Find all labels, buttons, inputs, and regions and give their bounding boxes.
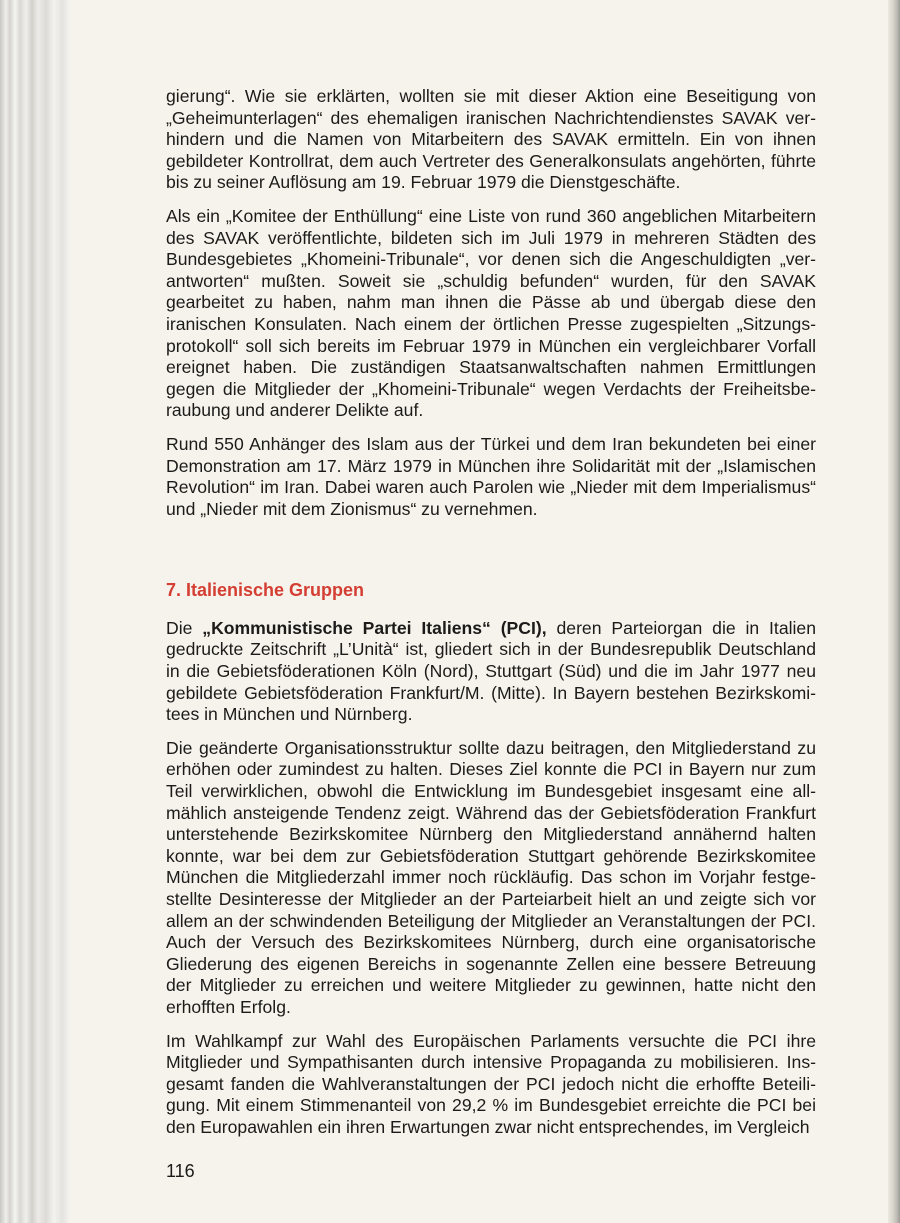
paragraph-pci-organisation xyxy=(166,618,816,726)
page-number: 116 xyxy=(166,1161,195,1181)
page-body xyxy=(166,86,816,1139)
page-right-edge xyxy=(888,0,900,1223)
paragraph-pci-membership: Die geänderte Organisationsstruktur sollte dazu beitragen, den Mitgliederstand zu erhöhen oder zumindest zu halten. Dieses Ziel konnte die PCI in Bayern nur zum Teil verwirklichen, obwohl die Entwicklung im Bundesgebiet insgesamt eine allmählich ansteigende Tendenz zeigt. Während das der Gebietsföderation Frankfurt unterstehende Bezirkskomitee Nürnberg den Mitgliederstand annähernd halten konnte, war bei dem zur Gebietsföderation Stuttgart gehörende Bezirkskomitee München die Mitgliederzahl immer noch rückläufig. Das schon im Vorjahr festgestellte Desinteresse der Mitglieder an der Parteiarbeit hielt an und zeigte sich vor allem an der schwindenden Beteiligung der Mitglieder an Veranstaltungen der PCI. Auch der Versuch des Bezirkskomitees Nürnberg, durch eine organisatorische Gliederung des eigenen Bereichs in sogenannte Zellen eine bessere Betreuung der Mitglieder zu erreichen und weitere Mitglieder zu gewinnen, hatte nicht den erhofften Erfolg. xyxy=(166,737,816,1017)
paragraph-khomeini-tribunals: Als ein „Komitee der Enthüllung“ eine Liste von rund 360 angeblichen Mitarbeitern des SAVAK veröffentlichte, bildeten sich im Juli 1979 in mehreren Städten des Bundesgebietes „Khomeini-Tribunale“, vor denen sich die Angeschuldigten „verantworten“ mußten. Soweit sie „schuldig befunden“ wurden, für den SAVAK gearbeitet zu haben, nahm man ihnen die Pässe ab und übergab diese den iranischen Konsulaten. Nach einem der örtlichen Presse zugespielten „Sitzungsprotokoll“ soll sich bereits im Februar 1979 in München ein vergleichbarer Vorfall ereignet haben. Die zuständigen Staatsanwaltschaften nahmen Ermittlungen gegen die Mitglieder der „Khomeini-Tribunale“ wegen Verdachts der Freiheitsberaubung und anderer Delikte auf. xyxy=(166,205,816,421)
paragraph-munich-demonstration: Rund 550 Anhänger des Islam aus der Türkei und dem Iran bekundeten bei einer Demonstration am 17. März 1979 in München ihre Solidarität mit der „Islamischen Revolution“ im Iran. Dabei waren auch Parolen wie „Nieder mit dem Imperialismus“ und „Nieder mit dem Zionismus“ zu vernehmen. xyxy=(166,433,816,519)
pci-party-name: „Kommunistische Partei Italiens“ (PCI), xyxy=(202,617,547,638)
book-binding-edge xyxy=(0,0,70,1223)
pci-organisation-text: deren Parteiorgan die in Italien gedruckte Zeitschrift „L’Unità“ ist, gliedert sich in der Bundesrepublik Deutschland in die Gebietsföderationen Köln (Nord), Stuttgart (Süd) und die im Jahr 1977 neu gebildete Gebietsföderation Frankfurt/M. (Mitte). In Bayern bestehen Bezirkskomitees in München und Nürnberg. xyxy=(166,617,816,725)
paragraph-savak-control-council: gierung“. Wie sie erklärten, wollten sie mit dieser Aktion eine Beseitigung von „Geheimunterlagen“ des ehemaligen iranischen Nachrichtendienstes SAVAK verhindern und die Namen von Mitarbeitern des SAVAK ermitteln. Ein von ihnen gebildeter Kontrollrat, dem auch Vertreter des Generalkonsulats angehörten, führte bis zu seiner Auflösung am 19. Februar 1979 die Dienstgeschäfte. xyxy=(166,86,816,193)
section-heading-italian-groups: 7. Italienische Gruppen xyxy=(166,580,365,601)
pci-lead-word: Die xyxy=(166,617,193,638)
paragraph-pci-european-election: Im Wahlkampf zur Wahl des Europäischen Parlaments versuchte die PCI ihre Mitglieder und Sympathisanten durch intensive Propaganda zu mobilisieren. Insgesamt fanden die Wahlveranstaltungen der PCI jedoch nicht die erhoffte Beteiligung. Mit einem Stimmenanteil von 29,2 % im Bundesgebiet erreichte die PCI bei den Europawahlen ein ihren Erwartungen zwar nicht entsprechendes, im Vergleich xyxy=(166,1030,816,1137)
